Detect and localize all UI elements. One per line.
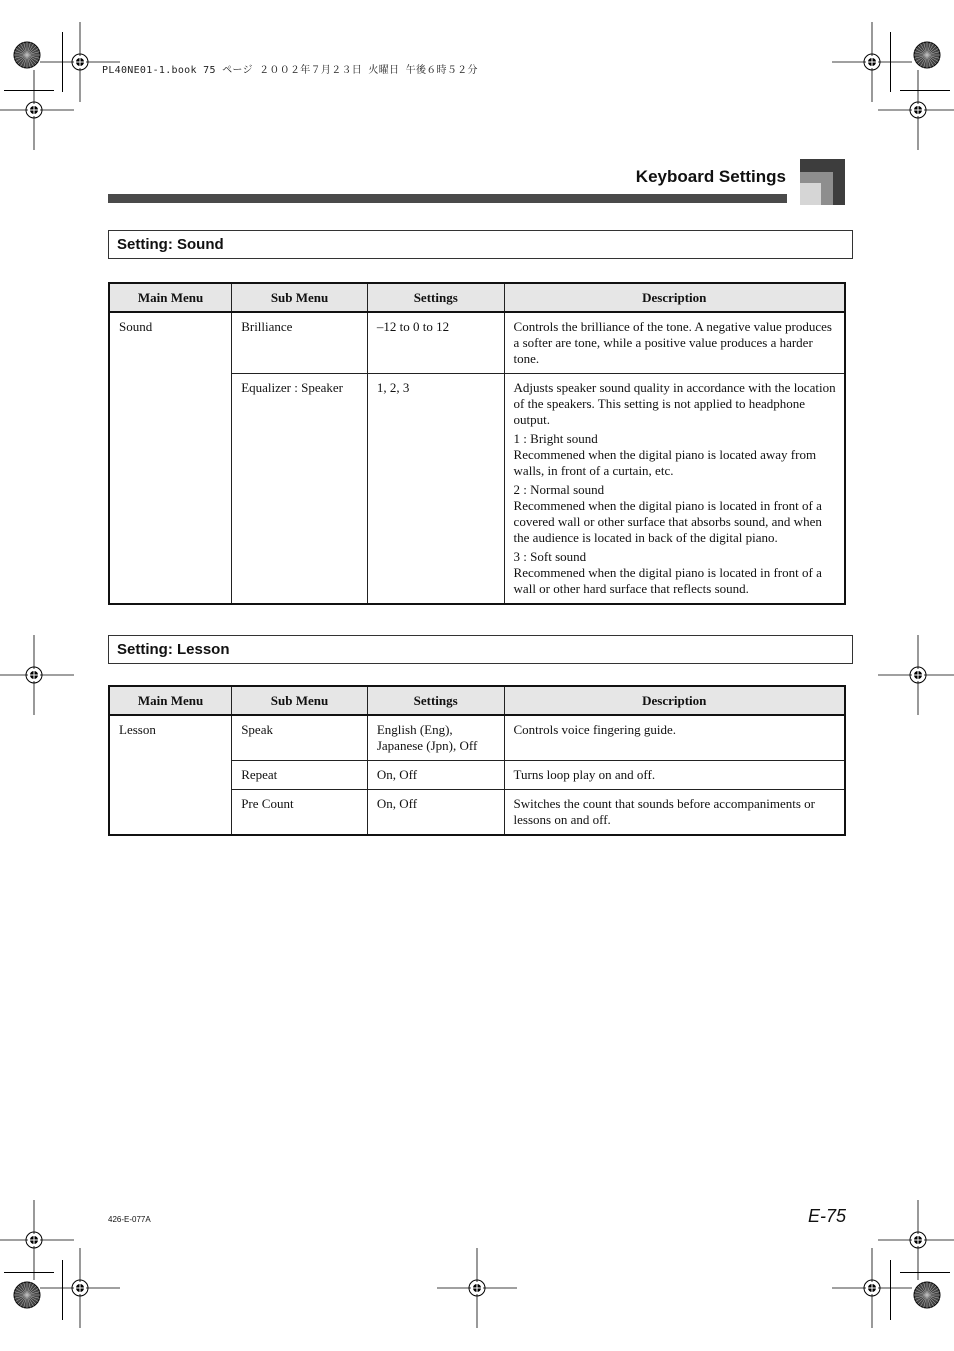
section-title-sound: Setting: Sound	[108, 230, 853, 259]
description-cell	[504, 312, 845, 374]
table-row	[109, 312, 845, 374]
crop-mark	[4, 90, 54, 91]
crop-mark	[4, 1272, 54, 1273]
description-text: Recommened when the digital piano is located in front of a covered wall or other surface that absorbs sound, and when the audience is located in back of the digital piano.	[513, 498, 822, 545]
crop-mark	[890, 32, 891, 92]
registration-crosshair-icon	[40, 1248, 120, 1328]
starburst-target-icon	[12, 40, 42, 70]
sub-menu-cell: Pre Count	[232, 790, 368, 836]
description-option-label: 1 : Bright sound	[513, 431, 598, 446]
starburst-target-icon	[12, 1280, 42, 1310]
sound-settings-table	[108, 282, 846, 605]
description-option-label: 2 : Normal sound	[513, 482, 605, 497]
column-header: Main Menu	[109, 686, 232, 715]
lesson-settings-table	[108, 685, 846, 836]
description-cell: Turns loop play on and off.	[504, 761, 845, 790]
description-text: Recommened when the digital piano is located in front of a wall or other hard surface that reflects sound.	[513, 565, 822, 596]
settings-cell	[367, 715, 504, 761]
registration-crosshair-icon	[878, 635, 954, 715]
registration-crosshair-icon	[832, 1248, 912, 1328]
table-header-row	[109, 686, 845, 715]
description-cell: Switches the count that sounds before accompaniments or lessons on and off.	[504, 790, 845, 836]
description-text: Recommened when the digital piano is located away from walls, in front of a curtain, etc.	[513, 447, 817, 478]
table-row	[109, 715, 845, 761]
settings-cell: On, Off	[367, 761, 504, 790]
description-cell	[504, 374, 845, 605]
crop-mark	[62, 1260, 63, 1320]
column-header: Description	[504, 686, 845, 715]
settings-cell: 1, 2, 3	[367, 374, 504, 605]
column-header: Settings	[367, 686, 504, 715]
settings-cell: On, Off	[367, 790, 504, 836]
chapter-rule	[108, 194, 787, 203]
column-header: Description	[504, 283, 845, 312]
column-header: Sub Menu	[232, 686, 368, 715]
crop-mark	[900, 1272, 950, 1273]
description-option-label: 3 : Soft sound	[513, 549, 587, 564]
settings-line: Japanese (Jpn), Off	[376, 738, 478, 753]
crop-mark	[62, 32, 63, 92]
chapter-title: Keyboard Settings	[635, 167, 786, 186]
table-header-row	[109, 283, 845, 312]
sub-menu-cell: Brilliance	[232, 312, 368, 374]
column-header: Sub Menu	[232, 283, 368, 312]
column-header: Settings	[367, 283, 504, 312]
page-number: E-75	[807, 1206, 846, 1226]
registration-crosshair-icon	[0, 635, 74, 715]
section-title-lesson: Setting: Lesson	[108, 635, 853, 664]
main-menu-cell: Sound	[109, 312, 232, 604]
sub-menu-cell: Repeat	[232, 761, 368, 790]
description-cell: Controls voice fingering guide.	[504, 715, 845, 761]
registration-crosshair-icon	[437, 1248, 517, 1328]
starburst-target-icon	[912, 1280, 942, 1310]
sub-menu-cell: Equalizer : Speaker	[232, 374, 368, 605]
crop-mark	[890, 1260, 891, 1320]
column-header: Main Menu	[109, 283, 232, 312]
document-code: 426-E-077A	[108, 1215, 151, 1224]
sub-menu-cell: Speak	[232, 715, 368, 761]
starburst-target-icon	[912, 40, 942, 70]
chapter-tab-inner-light	[800, 183, 821, 205]
description-text: Controls the brilliance of the tone. A negative value produces a softer are tone, while a positive value produces a harder tone.	[513, 319, 832, 366]
crop-mark	[900, 90, 950, 91]
description-text: Adjusts speaker sound quality in accordance with the location of the speakers. This setting is not applied to headphone output.	[513, 380, 836, 427]
settings-line: English (Eng),	[376, 722, 453, 737]
book-info-line: PL40NE01-1.book 75 ページ ２００２年７月２３日 火曜日 午後６時５２分	[102, 65, 478, 76]
settings-cell: –12 to 0 to 12	[367, 312, 504, 374]
main-menu-cell: Lesson	[109, 715, 232, 835]
